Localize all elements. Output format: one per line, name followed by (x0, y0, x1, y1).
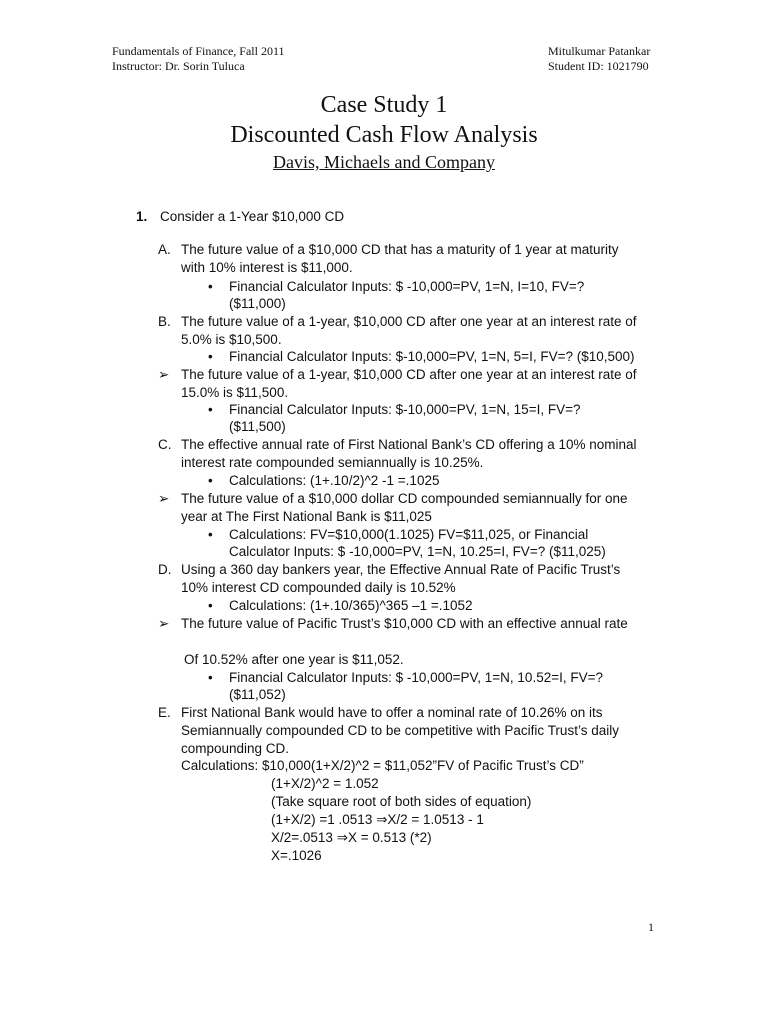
item-d-line4: The future value of Pacific Trust’s $10,000 CD with an effective annual rate (181, 616, 628, 631)
item-b-line4: The future value of a 1-year, $10,000 CD after one year at an interest rate of (181, 367, 637, 382)
bullet-dot: • (208, 670, 213, 685)
item-e-line3: compounding CD. (181, 741, 290, 756)
item-c-line3: Calculations: (1+.10/2)^2 -1 =.1025 (229, 473, 440, 488)
item-marker-e: E. (158, 705, 171, 720)
item-a-line1: The future value of a $10,000 CD that has a maturity of 1 year at maturity (181, 242, 619, 257)
item-marker-c: C. (158, 437, 172, 452)
header-left (112, 44, 285, 74)
arrow-marker: ➢ (158, 367, 170, 382)
item-e-line4: Calculations: $10,000(1+X/2)^2 = $11,052”FV of Pacific Trust’s CD” (181, 758, 584, 773)
course-line: Fundamentals of Finance, Fall 2011 (112, 44, 285, 58)
item-d-line7: ($11,052) (229, 687, 286, 702)
arrow-marker: ➢ (158, 491, 170, 506)
item-d-line1: Using a 360 day bankers year, the Effective Annual Rate of Pacific Trust’s (181, 562, 621, 577)
item-c-line4: The future value of a $10,000 dollar CD compounded semiannually for one (181, 491, 628, 506)
bullet-dot: • (208, 527, 213, 542)
item-e-line2: Semiannually compounded CD to be competitive with Pacific Trust’s daily (181, 723, 619, 738)
student-id: Student ID: 1021790 (548, 59, 649, 73)
item-d-line5: Of 10.52% after one year is $11,052. (184, 652, 404, 667)
title-case-study: Case Study 1 (320, 92, 448, 118)
item-e-line1: First National Bank would have to offer a nominal rate of 10.26% on its (181, 705, 603, 720)
item-marker-d: D. (158, 562, 172, 577)
bullet-dot: • (208, 473, 213, 488)
title-dcf: Discounted Cash Flow Analysis (230, 122, 538, 148)
item-b-line7: ($11,500) (229, 419, 286, 434)
item-d-line3: Calculations: (1+.10/365)^365 –1 =.1052 (229, 598, 473, 613)
item-a-line4: ($11,000) (229, 296, 286, 311)
arrow-marker: ➢ (158, 616, 170, 631)
bullet-dot: • (208, 598, 213, 613)
item-c-line2: interest rate compounded semiannually is 10.25%. (181, 455, 484, 470)
item-c-line6: Calculations: FV=$10,000(1.1025) FV=$11,025, or Financial (229, 527, 589, 542)
item-marker-b: B. (158, 314, 171, 329)
item-marker-a: A. (158, 242, 171, 257)
item-b-line3: Financial Calculator Inputs: $-10,000=PV, 1=N, 5=I, FV=? ($10,500) (229, 349, 635, 364)
item-b-line1: The future value of a 1-year, $10,000 CD after one year at an interest rate of (181, 314, 637, 329)
item-d-line2: 10% interest CD compounded daily is 10.52% (181, 580, 456, 595)
instructor-line: Instructor: Dr. Sorin Tuluca (112, 59, 245, 73)
page-number: 1 (648, 920, 654, 934)
title-company: Davis, Michaels and Company (273, 152, 495, 172)
item-b-line5: 15.0% is $11,500. (181, 385, 289, 400)
item-e-line7: (1+X/2) =1 .0513 ⇒X/2 = 1.0513 - 1 (271, 812, 484, 827)
item-a-line2: with 10% interest is $11,000. (181, 260, 353, 275)
item-c-line5: year at The First National Bank is $11,025 (181, 509, 432, 524)
item-d-line6: Financial Calculator Inputs: $ -10,000=PV, 1=N, 10.52=I, FV=? (229, 670, 603, 685)
question-text: Consider a 1-Year $10,000 CD (160, 209, 345, 224)
item-c-line7: Calculator Inputs: $ -10,000=PV, 1=N, 10.25=I, FV=? ($11,025) (229, 544, 606, 559)
bullet-dot: • (208, 402, 213, 417)
item-e-line6: (Take square root of both sides of equation) (271, 794, 532, 809)
item-e-line8: X/2=.0513 ⇒X = 0.513 (*2) (271, 830, 432, 845)
item-a-line3: Financial Calculator Inputs: $ -10,000=PV, 1=N, I=10, FV=? (229, 279, 585, 294)
bullet-dot: • (208, 349, 213, 364)
item-b-line2: 5.0% is $10,500. (181, 332, 282, 347)
header-right (548, 44, 650, 74)
question-number: 1. (136, 209, 148, 224)
bullet-dot: • (208, 279, 213, 294)
item-b-line6: Financial Calculator Inputs: $-10,000=PV, 1=N, 15=I, FV=? (229, 402, 581, 417)
item-e-line5: (1+X/2)^2 = 1.052 (271, 776, 379, 791)
student-name: Mitulkumar Patankar (548, 44, 651, 58)
item-e-line9: X=.1026 (271, 848, 322, 863)
item-c-line1: The effective annual rate of First National Bank’s CD offering a 10% nominal (181, 437, 637, 452)
